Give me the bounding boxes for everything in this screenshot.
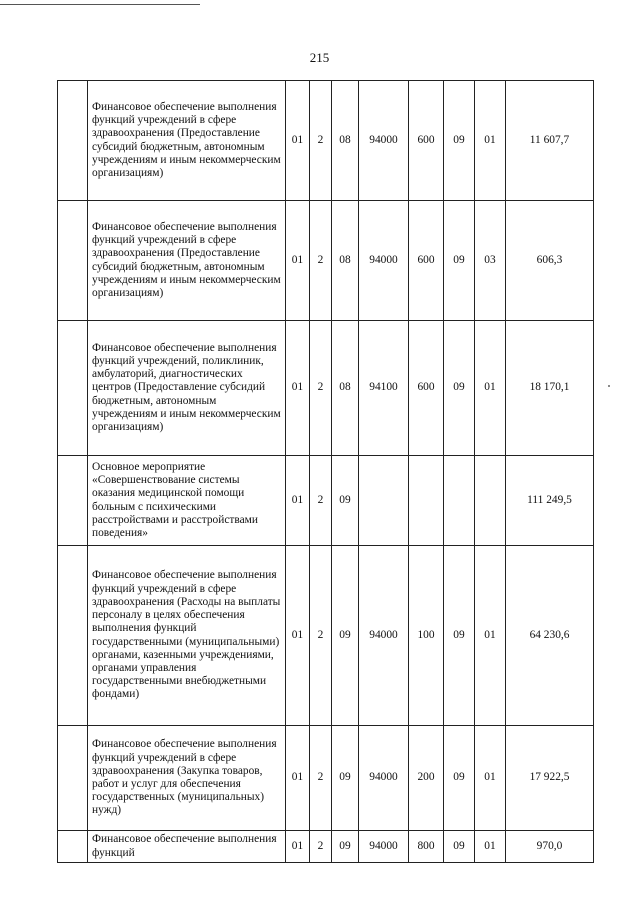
row-activity: 09 bbox=[332, 546, 359, 726]
row-subprogram: 2 bbox=[310, 546, 332, 726]
row-subprogram: 2 bbox=[310, 726, 332, 831]
row-subsection: 01 bbox=[475, 546, 506, 726]
row-subsection: 03 bbox=[475, 201, 506, 321]
table-row bbox=[58, 546, 594, 726]
row-blank-cell bbox=[58, 201, 88, 321]
row-subprogram: 2 bbox=[310, 81, 332, 201]
row-expense-type: 100 bbox=[409, 546, 444, 726]
row-blank-cell bbox=[58, 81, 88, 201]
row-amount: 111 249,5 bbox=[506, 456, 594, 546]
row-program: 01 bbox=[286, 831, 310, 863]
row-expense-type bbox=[409, 456, 444, 546]
row-blank-cell bbox=[58, 546, 88, 726]
row-amount: 18 170,1 bbox=[506, 321, 594, 456]
row-blank-cell bbox=[58, 726, 88, 831]
row-subprogram: 2 bbox=[310, 831, 332, 863]
row-direction: 94000 bbox=[359, 81, 409, 201]
row-program: 01 bbox=[286, 726, 310, 831]
row-direction: 94000 bbox=[359, 201, 409, 321]
row-description: Финансовое обеспечение выполнения функций учреждений в сфере здравоохранения (Закупка товаров, работ и услуг для обеспечения государственных (муниципальных) нужд) bbox=[88, 726, 286, 831]
row-subsection: 01 bbox=[475, 831, 506, 863]
table-row bbox=[58, 201, 594, 321]
top-rule bbox=[0, 4, 200, 5]
table-row bbox=[58, 831, 594, 863]
row-amount: 64 230,6 bbox=[506, 546, 594, 726]
row-direction: 94000 bbox=[359, 726, 409, 831]
row-expense-type: 600 bbox=[409, 81, 444, 201]
row-expense-type: 800 bbox=[409, 831, 444, 863]
row-amount: 11 607,7 bbox=[506, 81, 594, 201]
row-expense-type: 600 bbox=[409, 201, 444, 321]
row-activity: 09 bbox=[332, 831, 359, 863]
row-section: 09 bbox=[444, 726, 475, 831]
row-program: 01 bbox=[286, 81, 310, 201]
row-blank-cell bbox=[58, 456, 88, 546]
row-direction: 94000 bbox=[359, 546, 409, 726]
row-amount: 970,0 bbox=[506, 831, 594, 863]
row-description: Финансовое обеспечение выполнения функций учреждений в сфере здравоохранения (Расходы на выплаты персоналу в целях обеспечения выполнения функций государственными (муниципальными) органами, казенными учреждениями, органами управления государственными внебюджетными фондами) bbox=[88, 546, 286, 726]
row-subprogram: 2 bbox=[310, 201, 332, 321]
row-activity: 08 bbox=[332, 321, 359, 456]
row-direction: 94000 bbox=[359, 831, 409, 863]
row-activity: 08 bbox=[332, 201, 359, 321]
row-program: 01 bbox=[286, 546, 310, 726]
table-row bbox=[58, 321, 594, 456]
row-description: Основное мероприятие «Совершенствование системы оказания медицинской помощи больным с психическими расстройствами и расстройствами поведения» bbox=[88, 456, 286, 546]
row-section: 09 bbox=[444, 81, 475, 201]
row-description: Финансовое обеспечение выполнения функций bbox=[88, 831, 286, 863]
row-subprogram: 2 bbox=[310, 456, 332, 546]
row-section: 09 bbox=[444, 321, 475, 456]
row-description: Финансовое обеспечение выполнения функций учреждений в сфере здравоохранения (Предоставление субсидий бюджетным, автономным учреждениям и иным некоммерческим организациям) bbox=[88, 81, 286, 201]
row-activity: 08 bbox=[332, 81, 359, 201]
row-subprogram: 2 bbox=[310, 321, 332, 456]
row-subsection bbox=[475, 456, 506, 546]
row-activity: 09 bbox=[332, 456, 359, 546]
row-expense-type: 600 bbox=[409, 321, 444, 456]
row-subsection: 01 bbox=[475, 321, 506, 456]
row-direction: 94100 bbox=[359, 321, 409, 456]
row-program: 01 bbox=[286, 201, 310, 321]
scan-speck bbox=[608, 385, 610, 387]
row-program: 01 bbox=[286, 321, 310, 456]
row-subsection: 01 bbox=[475, 726, 506, 831]
row-subsection: 01 bbox=[475, 81, 506, 201]
page-number: 215 bbox=[309, 50, 330, 65]
row-blank-cell bbox=[58, 321, 88, 456]
row-section: 09 bbox=[444, 546, 475, 726]
table-row bbox=[58, 726, 594, 831]
row-amount: 606,3 bbox=[506, 201, 594, 321]
table-row bbox=[58, 456, 594, 546]
row-direction bbox=[359, 456, 409, 546]
row-expense-type: 200 bbox=[409, 726, 444, 831]
row-amount: 17 922,5 bbox=[506, 726, 594, 831]
budget-table bbox=[57, 80, 594, 863]
table-row bbox=[58, 81, 594, 201]
row-description: Финансовое обеспечение выполнения функций учреждений, поликлиник, амбулаторий, диагностических центров (Предоставление субсидий бюджетным, автономным учреждениям и иным некоммерческим организациям) bbox=[88, 321, 286, 456]
row-section: 09 bbox=[444, 201, 475, 321]
row-program: 01 bbox=[286, 456, 310, 546]
row-section: 09 bbox=[444, 831, 475, 863]
row-section bbox=[444, 456, 475, 546]
row-description: Финансовое обеспечение выполнения функций учреждений в сфере здравоохранения (Предоставление субсидий бюджетным, автономным учреждениям и иным некоммерческим организациям) bbox=[88, 201, 286, 321]
row-activity: 09 bbox=[332, 726, 359, 831]
row-blank-cell bbox=[58, 831, 88, 863]
